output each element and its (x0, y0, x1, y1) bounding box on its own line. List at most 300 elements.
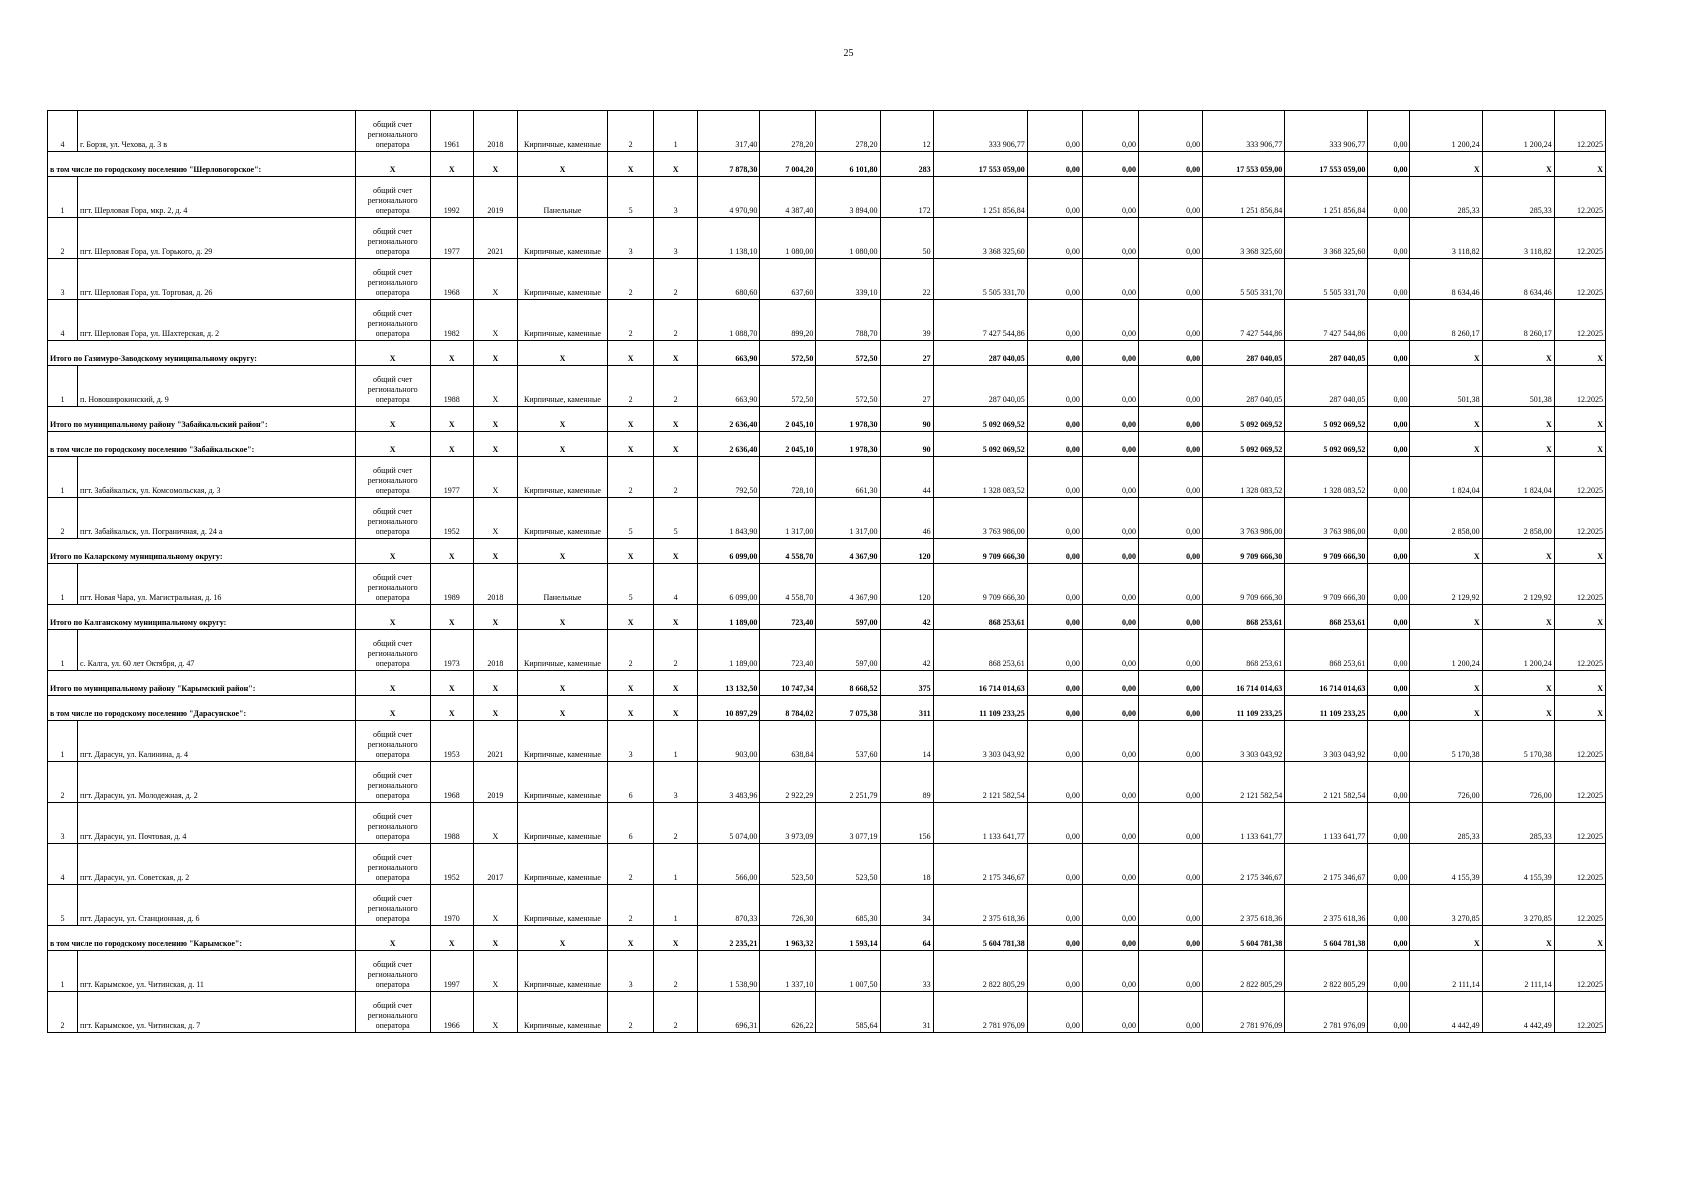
table-row (48, 218, 1606, 259)
total-cost-cell: 9 709 666,30 (933, 564, 1027, 605)
other-funds-cell: 0,00 (1368, 407, 1410, 432)
federal-funds-cell: 0,00 (1027, 762, 1082, 803)
residents-count-cell: 22 (880, 259, 933, 300)
total-area-cell: 10 897,29 (698, 696, 760, 721)
address-cell: пгт. Шерловая Гора, ул. Шахтерская, д. 2 (78, 300, 356, 341)
residential-area-cell: 3 077,19 (816, 803, 880, 844)
max-unit-cost-cell: X (1482, 696, 1554, 721)
subtotal-label-cell: в том числе по городскому поселению "Карымское": (48, 926, 356, 951)
year-built-cell: 1966 (430, 992, 473, 1033)
year-built-cell: 1997 (430, 951, 473, 992)
owner-funds-total-cell: 9 709 666,30 (1285, 539, 1368, 564)
subtotal-label-cell: Итого по Калганскому муниципальному округу: (48, 605, 356, 630)
last-repair-year-cell: X (473, 951, 517, 992)
subtotal-row (48, 432, 1606, 457)
entrances-cell: 2 (654, 951, 698, 992)
owner-funds-cell: 287 040,05 (1203, 341, 1285, 366)
table-row (48, 177, 1606, 218)
account-type-cell: общий счет регионального оператора (355, 111, 430, 152)
total-cost-cell: 2 822 805,29 (933, 951, 1027, 992)
entrances-cell: X (654, 341, 698, 366)
account-type-cell: X (355, 432, 430, 457)
entrances-cell: X (654, 539, 698, 564)
subtotal-label-cell: Итого по муниципальному району "Забайкальский район": (48, 407, 356, 432)
account-type-cell: X (355, 407, 430, 432)
table-row (48, 457, 1606, 498)
total-area-cell: 566,00 (698, 844, 760, 885)
table-row (48, 111, 1606, 152)
regional-funds-cell: 0,00 (1082, 564, 1138, 605)
total-cost-cell: 5 505 331,70 (933, 259, 1027, 300)
unit-cost-cell: 3 270,85 (1410, 885, 1482, 926)
completion-date-cell: X (1554, 605, 1605, 630)
owner-funds-total-cell: 2 175 346,67 (1285, 844, 1368, 885)
total-cost-cell: 1 328 083,52 (933, 457, 1027, 498)
floors-cell: 2 (608, 992, 654, 1033)
other-funds-cell: 0,00 (1368, 259, 1410, 300)
owner-funds-total-cell: 3 763 986,00 (1285, 498, 1368, 539)
completion-date-cell: X (1554, 407, 1605, 432)
completion-date-cell: X (1554, 432, 1605, 457)
row-number-cell: 2 (48, 498, 78, 539)
federal-funds-cell: 0,00 (1027, 539, 1082, 564)
premises-area-cell: 572,50 (760, 366, 816, 407)
address-cell: пгт. Шерловая Гора, ул. Торговая, д. 26 (78, 259, 356, 300)
premises-area-cell: 523,50 (760, 844, 816, 885)
entrances-cell: X (654, 926, 698, 951)
residential-area-cell: 1 080,00 (816, 218, 880, 259)
regional-funds-cell: 0,00 (1082, 671, 1138, 696)
other-funds-cell: 0,00 (1368, 671, 1410, 696)
federal-funds-cell: 0,00 (1027, 152, 1082, 177)
address-cell: пгт. Новая Чара, ул. Магистральная, д. 16 (78, 564, 356, 605)
subtotal-label-cell: Итого по Каларскому муниципальному округу: (48, 539, 356, 564)
regional-funds-cell: 0,00 (1082, 152, 1138, 177)
federal-funds-cell: 0,00 (1027, 407, 1082, 432)
row-number-cell: 2 (48, 992, 78, 1033)
floors-cell: X (608, 341, 654, 366)
account-type-cell: общий счет регионального оператора (355, 300, 430, 341)
residential-area-cell: 537,60 (816, 721, 880, 762)
regional-funds-cell: 0,00 (1082, 457, 1138, 498)
local-funds-cell: 0,00 (1138, 844, 1202, 885)
entrances-cell: 2 (654, 259, 698, 300)
subtotal-row (48, 407, 1606, 432)
account-type-cell: общий счет регионального оператора (355, 992, 430, 1033)
premises-area-cell: 8 784,02 (760, 696, 816, 721)
max-unit-cost-cell: 2 129,92 (1482, 564, 1554, 605)
entrances-cell: X (654, 152, 698, 177)
total-area-cell: 2 235,21 (698, 926, 760, 951)
regional-funds-cell: 0,00 (1082, 177, 1138, 218)
floors-cell: 5 (608, 177, 654, 218)
owner-funds-total-cell: 868 253,61 (1285, 605, 1368, 630)
residential-area-cell: 2 251,79 (816, 762, 880, 803)
entrances-cell: 1 (654, 844, 698, 885)
floors-cell: 6 (608, 803, 654, 844)
last-repair-year-cell: X (473, 152, 517, 177)
total-area-cell: 696,31 (698, 992, 760, 1033)
owner-funds-total-cell: 2 121 582,54 (1285, 762, 1368, 803)
residential-area-cell: 585,64 (816, 992, 880, 1033)
total-area-cell: 2 636,40 (698, 407, 760, 432)
residential-area-cell: 8 668,52 (816, 671, 880, 696)
total-cost-cell: 5 092 069,52 (933, 432, 1027, 457)
last-repair-year-cell: X (473, 366, 517, 407)
account-type-cell: общий счет регионального оператора (355, 564, 430, 605)
total-area-cell: 1 138,10 (698, 218, 760, 259)
account-type-cell: общий счет регионального оператора (355, 457, 430, 498)
residents-count-cell: 89 (880, 762, 933, 803)
residential-area-cell: 1 317,00 (816, 498, 880, 539)
max-unit-cost-cell: 1 200,24 (1482, 111, 1554, 152)
last-repair-year-cell: X (473, 407, 517, 432)
regional-funds-cell: 0,00 (1082, 951, 1138, 992)
federal-funds-cell: 0,00 (1027, 177, 1082, 218)
total-cost-cell: 287 040,05 (933, 366, 1027, 407)
wall-material-cell: Панельные (517, 177, 607, 218)
max-unit-cost-cell: X (1482, 539, 1554, 564)
total-cost-cell: 17 553 059,00 (933, 152, 1027, 177)
row-number-cell: 1 (48, 177, 78, 218)
residents-count-cell: 120 (880, 539, 933, 564)
federal-funds-cell: 0,00 (1027, 630, 1082, 671)
owner-funds-total-cell: 17 553 059,00 (1285, 152, 1368, 177)
floors-cell: 2 (608, 111, 654, 152)
residential-area-cell: 1 007,50 (816, 951, 880, 992)
residents-count-cell: 311 (880, 696, 933, 721)
unit-cost-cell: 4 155,39 (1410, 844, 1482, 885)
residents-count-cell: 39 (880, 300, 933, 341)
entrances-cell: X (654, 605, 698, 630)
year-built-cell: X (430, 605, 473, 630)
unit-cost-cell: X (1410, 605, 1482, 630)
total-cost-cell: 868 253,61 (933, 630, 1027, 671)
max-unit-cost-cell: 5 170,38 (1482, 721, 1554, 762)
last-repair-year-cell: 2018 (473, 111, 517, 152)
residents-count-cell: 34 (880, 885, 933, 926)
wall-material-cell: Кирпичные, каменные (517, 803, 607, 844)
total-area-cell: 4 970,90 (698, 177, 760, 218)
unit-cost-cell: 4 442,49 (1410, 992, 1482, 1033)
max-unit-cost-cell: X (1482, 926, 1554, 951)
completion-date-cell: 12.2025 (1554, 721, 1605, 762)
owner-funds-total-cell: 1 328 083,52 (1285, 457, 1368, 498)
owner-funds-cell: 5 505 331,70 (1203, 259, 1285, 300)
subtotal-label-cell: в том числе по городскому поселению "Шерловогорское": (48, 152, 356, 177)
regional-funds-cell: 0,00 (1082, 762, 1138, 803)
owner-funds-cell: 5 604 781,38 (1203, 926, 1285, 951)
year-built-cell: 1977 (430, 457, 473, 498)
owner-funds-cell: 5 092 069,52 (1203, 432, 1285, 457)
federal-funds-cell: 0,00 (1027, 498, 1082, 539)
total-area-cell: 663,90 (698, 366, 760, 407)
floors-cell: 2 (608, 457, 654, 498)
account-type-cell: общий счет регионального оператора (355, 951, 430, 992)
wall-material-cell: X (517, 539, 607, 564)
other-funds-cell: 0,00 (1368, 885, 1410, 926)
entrances-cell: X (654, 407, 698, 432)
federal-funds-cell: 0,00 (1027, 885, 1082, 926)
other-funds-cell: 0,00 (1368, 539, 1410, 564)
max-unit-cost-cell: 1 200,24 (1482, 630, 1554, 671)
floors-cell: X (608, 152, 654, 177)
local-funds-cell: 0,00 (1138, 721, 1202, 762)
subtotal-row (48, 152, 1606, 177)
wall-material-cell: Кирпичные, каменные (517, 630, 607, 671)
owner-funds-cell: 2 175 346,67 (1203, 844, 1285, 885)
residential-area-cell: 685,30 (816, 885, 880, 926)
last-repair-year-cell: 2019 (473, 762, 517, 803)
local-funds-cell: 0,00 (1138, 300, 1202, 341)
total-cost-cell: 287 040,05 (933, 341, 1027, 366)
local-funds-cell: 0,00 (1138, 218, 1202, 259)
owner-funds-cell: 1 328 083,52 (1203, 457, 1285, 498)
last-repair-year-cell: X (473, 259, 517, 300)
premises-area-cell: 7 004,20 (760, 152, 816, 177)
owner-funds-cell: 3 763 986,00 (1203, 498, 1285, 539)
unit-cost-cell: 726,00 (1410, 762, 1482, 803)
max-unit-cost-cell: 501,38 (1482, 366, 1554, 407)
floors-cell: 2 (608, 300, 654, 341)
other-funds-cell: 0,00 (1368, 630, 1410, 671)
unit-cost-cell: 5 170,38 (1410, 721, 1482, 762)
total-area-cell: 6 099,00 (698, 539, 760, 564)
federal-funds-cell: 0,00 (1027, 844, 1082, 885)
completion-date-cell: 12.2025 (1554, 300, 1605, 341)
residential-area-cell: 523,50 (816, 844, 880, 885)
owner-funds-cell: 2 822 805,29 (1203, 951, 1285, 992)
table-row (48, 366, 1606, 407)
entrances-cell: 1 (654, 721, 698, 762)
owner-funds-total-cell: 1 133 641,77 (1285, 803, 1368, 844)
entrances-cell: 1 (654, 111, 698, 152)
address-cell: г. Борзя, ул. Чехова, д. 3 в (78, 111, 356, 152)
entrances-cell: 2 (654, 457, 698, 498)
residential-area-cell: 597,00 (816, 605, 880, 630)
max-unit-cost-cell: X (1482, 152, 1554, 177)
year-built-cell: X (430, 407, 473, 432)
total-cost-cell: 5 604 781,38 (933, 926, 1027, 951)
federal-funds-cell: 0,00 (1027, 605, 1082, 630)
premises-area-cell: 726,30 (760, 885, 816, 926)
owner-funds-cell: 7 427 544,86 (1203, 300, 1285, 341)
owner-funds-total-cell: 868 253,61 (1285, 630, 1368, 671)
row-number-cell: 5 (48, 885, 78, 926)
total-area-cell: 663,90 (698, 341, 760, 366)
owner-funds-total-cell: 3 368 325,60 (1285, 218, 1368, 259)
residential-area-cell: 278,20 (816, 111, 880, 152)
year-built-cell: 1982 (430, 300, 473, 341)
total-area-cell: 792,50 (698, 457, 760, 498)
premises-area-cell: 728,10 (760, 457, 816, 498)
premises-area-cell: 1 963,32 (760, 926, 816, 951)
regional-funds-cell: 0,00 (1082, 300, 1138, 341)
wall-material-cell: Кирпичные, каменные (517, 885, 607, 926)
federal-funds-cell: 0,00 (1027, 259, 1082, 300)
local-funds-cell: 0,00 (1138, 762, 1202, 803)
other-funds-cell: 0,00 (1368, 218, 1410, 259)
year-built-cell: 1961 (430, 111, 473, 152)
total-area-cell: 870,33 (698, 885, 760, 926)
local-funds-cell: 0,00 (1138, 630, 1202, 671)
last-repair-year-cell: X (473, 696, 517, 721)
residential-area-cell: 1 978,30 (816, 432, 880, 457)
entrances-cell: 2 (654, 630, 698, 671)
table-row (48, 630, 1606, 671)
wall-material-cell: X (517, 605, 607, 630)
row-number-cell: 1 (48, 366, 78, 407)
owner-funds-cell: 1 251 856,84 (1203, 177, 1285, 218)
last-repair-year-cell: 2019 (473, 177, 517, 218)
owner-funds-total-cell: 2 375 618,36 (1285, 885, 1368, 926)
total-area-cell: 1 189,00 (698, 630, 760, 671)
wall-material-cell: Кирпичные, каменные (517, 844, 607, 885)
last-repair-year-cell: X (473, 605, 517, 630)
regional-funds-cell: 0,00 (1082, 803, 1138, 844)
total-cost-cell: 3 368 325,60 (933, 218, 1027, 259)
table-row (48, 885, 1606, 926)
completion-date-cell: X (1554, 539, 1605, 564)
floors-cell: 3 (608, 951, 654, 992)
unit-cost-cell: 285,33 (1410, 803, 1482, 844)
wall-material-cell: X (517, 696, 607, 721)
owner-funds-total-cell: 287 040,05 (1285, 341, 1368, 366)
owner-funds-cell: 16 714 014,63 (1203, 671, 1285, 696)
owner-funds-total-cell: 3 303 043,92 (1285, 721, 1368, 762)
premises-area-cell: 572,50 (760, 341, 816, 366)
completion-date-cell: 12.2025 (1554, 457, 1605, 498)
account-type-cell: X (355, 926, 430, 951)
entrances-cell: X (654, 671, 698, 696)
max-unit-cost-cell: 2 858,00 (1482, 498, 1554, 539)
regional-funds-cell: 0,00 (1082, 885, 1138, 926)
wall-material-cell: Кирпичные, каменные (517, 721, 607, 762)
total-cost-cell: 868 253,61 (933, 605, 1027, 630)
owner-funds-cell: 9 709 666,30 (1203, 564, 1285, 605)
premises-area-cell: 2 922,29 (760, 762, 816, 803)
total-cost-cell: 7 427 544,86 (933, 300, 1027, 341)
total-area-cell: 1 538,90 (698, 951, 760, 992)
max-unit-cost-cell: 4 442,49 (1482, 992, 1554, 1033)
unit-cost-cell: 501,38 (1410, 366, 1482, 407)
row-number-cell: 3 (48, 259, 78, 300)
other-funds-cell: 0,00 (1368, 803, 1410, 844)
wall-material-cell: Кирпичные, каменные (517, 457, 607, 498)
other-funds-cell: 0,00 (1368, 152, 1410, 177)
last-repair-year-cell: X (473, 341, 517, 366)
owner-funds-total-cell: 333 906,77 (1285, 111, 1368, 152)
completion-date-cell: X (1554, 696, 1605, 721)
premises-area-cell: 637,60 (760, 259, 816, 300)
last-repair-year-cell: 2021 (473, 721, 517, 762)
local-funds-cell: 0,00 (1138, 605, 1202, 630)
table-row (48, 300, 1606, 341)
table-row (48, 259, 1606, 300)
regional-funds-cell: 0,00 (1082, 218, 1138, 259)
federal-funds-cell: 0,00 (1027, 951, 1082, 992)
local-funds-cell: 0,00 (1138, 671, 1202, 696)
total-cost-cell: 3 763 986,00 (933, 498, 1027, 539)
year-built-cell: X (430, 341, 473, 366)
federal-funds-cell: 0,00 (1027, 696, 1082, 721)
max-unit-cost-cell: 8 634,46 (1482, 259, 1554, 300)
local-funds-cell: 0,00 (1138, 696, 1202, 721)
subtotal-row (48, 539, 1606, 564)
year-built-cell: X (430, 539, 473, 564)
other-funds-cell: 0,00 (1368, 762, 1410, 803)
total-area-cell: 1 189,00 (698, 605, 760, 630)
table-row (48, 992, 1606, 1033)
total-area-cell: 903,00 (698, 721, 760, 762)
unit-cost-cell: 2 111,14 (1410, 951, 1482, 992)
other-funds-cell: 0,00 (1368, 721, 1410, 762)
account-type-cell: общий счет регионального оператора (355, 762, 430, 803)
owner-funds-cell: 2 781 976,09 (1203, 992, 1285, 1033)
max-unit-cost-cell: 4 155,39 (1482, 844, 1554, 885)
entrances-cell: 3 (654, 177, 698, 218)
local-funds-cell: 0,00 (1138, 407, 1202, 432)
unit-cost-cell: 1 824,04 (1410, 457, 1482, 498)
table-row (48, 844, 1606, 885)
total-cost-cell: 2 121 582,54 (933, 762, 1027, 803)
row-number-cell: 1 (48, 721, 78, 762)
wall-material-cell: X (517, 432, 607, 457)
last-repair-year-cell: X (473, 671, 517, 696)
premises-area-cell: 1 317,00 (760, 498, 816, 539)
completion-date-cell: 12.2025 (1554, 498, 1605, 539)
completion-date-cell: X (1554, 671, 1605, 696)
total-cost-cell: 3 303 043,92 (933, 721, 1027, 762)
last-repair-year-cell: 2021 (473, 218, 517, 259)
residential-area-cell: 1 978,30 (816, 407, 880, 432)
row-number-cell: 4 (48, 111, 78, 152)
subtotal-row (48, 696, 1606, 721)
repair-program-table (47, 110, 1606, 1033)
total-cost-cell: 5 092 069,52 (933, 407, 1027, 432)
unit-cost-cell: X (1410, 407, 1482, 432)
last-repair-year-cell: X (473, 885, 517, 926)
floors-cell: X (608, 605, 654, 630)
residential-area-cell: 6 101,80 (816, 152, 880, 177)
completion-date-cell: 12.2025 (1554, 951, 1605, 992)
floors-cell: 2 (608, 630, 654, 671)
federal-funds-cell: 0,00 (1027, 721, 1082, 762)
year-built-cell: 1968 (430, 259, 473, 300)
total-cost-cell: 1 133 641,77 (933, 803, 1027, 844)
wall-material-cell: Панельные (517, 564, 607, 605)
total-area-cell: 680,60 (698, 259, 760, 300)
address-cell: с. Калга, ул. 60 лет Октября, д. 47 (78, 630, 356, 671)
account-type-cell: общий счет регионального оператора (355, 177, 430, 218)
wall-material-cell: Кирпичные, каменные (517, 111, 607, 152)
last-repair-year-cell: 2018 (473, 630, 517, 671)
unit-cost-cell: 1 200,24 (1410, 630, 1482, 671)
completion-date-cell: 12.2025 (1554, 177, 1605, 218)
owner-funds-cell: 868 253,61 (1203, 630, 1285, 671)
federal-funds-cell: 0,00 (1027, 111, 1082, 152)
address-cell: пгт. Дарасун, ул. Почтовая, д. 4 (78, 803, 356, 844)
total-cost-cell: 333 906,77 (933, 111, 1027, 152)
floors-cell: 6 (608, 762, 654, 803)
residents-count-cell: 172 (880, 177, 933, 218)
completion-date-cell: 12.2025 (1554, 259, 1605, 300)
owner-funds-cell: 287 040,05 (1203, 366, 1285, 407)
owner-funds-total-cell: 2 781 976,09 (1285, 992, 1368, 1033)
unit-cost-cell: X (1410, 926, 1482, 951)
other-funds-cell: 0,00 (1368, 951, 1410, 992)
premises-area-cell: 638,84 (760, 721, 816, 762)
